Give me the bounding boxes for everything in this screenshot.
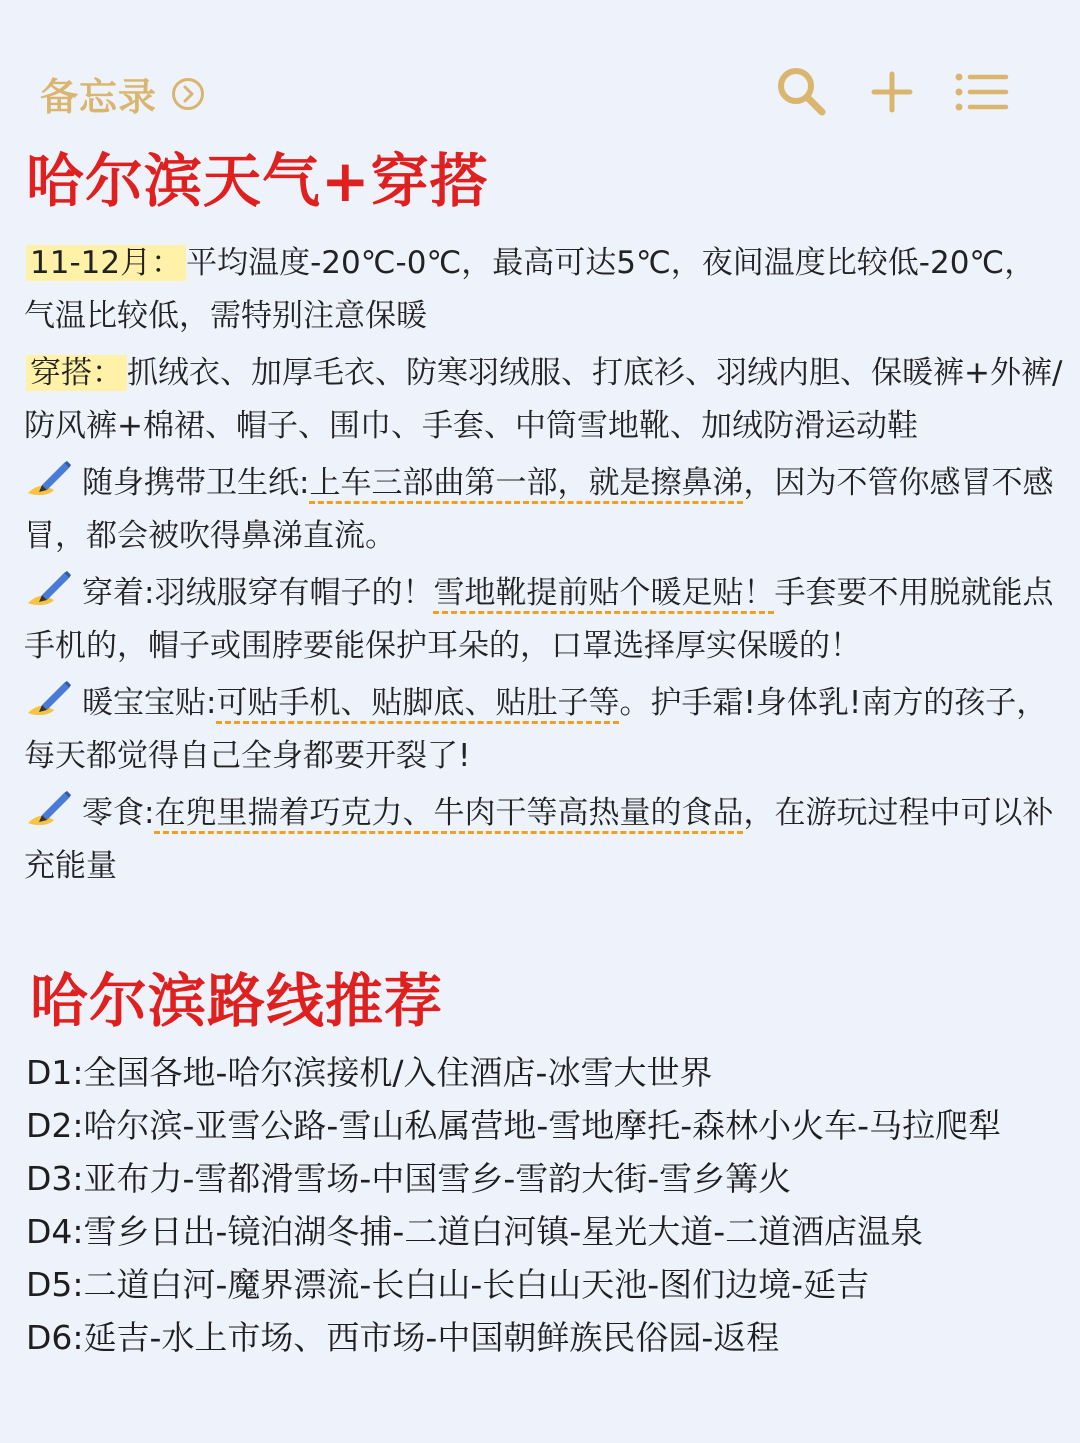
tip-2-before: 穿着:羽绒服穿有帽子的！ xyxy=(82,575,434,611)
section-title-routes: 哈尔滨路线推荐 xyxy=(30,967,444,1035)
writing-hand-icon xyxy=(24,679,72,719)
tip-1-underlined: 上车三部曲第一部，就是擦鼻涕 xyxy=(309,465,744,501)
weather-label: 11-12月： xyxy=(26,245,186,281)
tip-2-after: 手套要不用脱就能点手机的，帽子或围脖要能保护耳朵的，口罩选择厚实保暖的！ xyxy=(24,575,1054,664)
tip-3-underlined: 可贴手机、贴脚底、贴肚子等 xyxy=(216,685,620,721)
route-item-d6: D6:延吉-水上市场、西市场-中国朝鲜族民俗园-返程 xyxy=(26,1318,780,1357)
search-icon[interactable] xyxy=(772,62,832,122)
back-label: 备忘录 xyxy=(40,75,158,119)
tip-paragraph-3 xyxy=(24,677,1064,783)
tip-paragraph-1 xyxy=(24,457,1064,563)
tip-4-underlined: 在兜里揣着巧克力、牛肉干等高热量的食品 xyxy=(154,795,744,831)
route-item-d1: D1:全国各地-哈尔滨接机/入住酒店-冰雪大世界 xyxy=(26,1053,713,1092)
weather-text: 平均温度-20℃-0℃，最高可达5℃，夜间温度比较低-20℃，气温比较低，需特别注意保暖 xyxy=(24,245,1036,334)
route-item-d3: D3:亚布力-雪都滑雪场-中国雪乡-雪韵大街-雪乡篝火 xyxy=(26,1159,792,1198)
tip-paragraph-4 xyxy=(24,787,1064,893)
outfit-label: 穿搭： xyxy=(26,355,127,391)
plus-icon[interactable] xyxy=(862,62,922,122)
top-bar xyxy=(0,0,1080,130)
outfit-text: 抓绒衣、加厚毛衣、防寒羽绒服、打底衫、羽绒内胆、保暖裤+外裤/防风裤+棉裙、帽子、围巾、手套、中筒雪地靴、加绒防滑运动鞋 xyxy=(24,355,1063,444)
weather-outfit-section xyxy=(24,237,1064,893)
weather-paragraph xyxy=(24,237,1064,343)
tip-3-before: 暖宝宝贴: xyxy=(82,685,217,721)
tip-4-after: ，在游玩过程中可以补充能量 xyxy=(24,795,1054,884)
route-item-d4: D4:雪乡日出-镜泊湖冬捕-二道白河镇-星光大道-二道酒店温泉 xyxy=(26,1212,924,1251)
writing-hand-icon xyxy=(24,459,72,499)
back-button[interactable] xyxy=(40,66,205,121)
route-item-d2: D2:哈尔滨-亚雪公路-雪山私属营地-雪地摩托-森林小火车-马拉爬犁 xyxy=(26,1106,1002,1145)
writing-hand-icon xyxy=(24,789,72,829)
tip-1-after: ，因为不管你感冒不感冒，都会被吹得鼻涕直流。 xyxy=(24,465,1054,554)
tip-2-underlined: 雪地靴提前贴个暖足贴！ xyxy=(433,575,775,611)
tip-4-before: 零食: xyxy=(82,795,155,831)
section-title-weather: 哈尔滨天气+穿搭 xyxy=(26,147,489,215)
tip-1-before: 随身携带卫生纸: xyxy=(82,465,310,501)
list-icon[interactable] xyxy=(950,62,1010,122)
writing-hand-icon xyxy=(24,569,72,609)
outfit-paragraph xyxy=(24,347,1064,453)
route-list xyxy=(26,1046,1066,1364)
chevron-right-circle-icon xyxy=(171,77,205,111)
route-item-d5: D5:二道白河-魔界漂流-长白山-长白山天池-图们边境-延吉 xyxy=(26,1265,870,1304)
tip-3-after: 。护手霜!身体乳!南方的孩子，每天都觉得自己全身都要开裂了! xyxy=(24,685,1048,774)
tip-paragraph-2 xyxy=(24,567,1064,673)
